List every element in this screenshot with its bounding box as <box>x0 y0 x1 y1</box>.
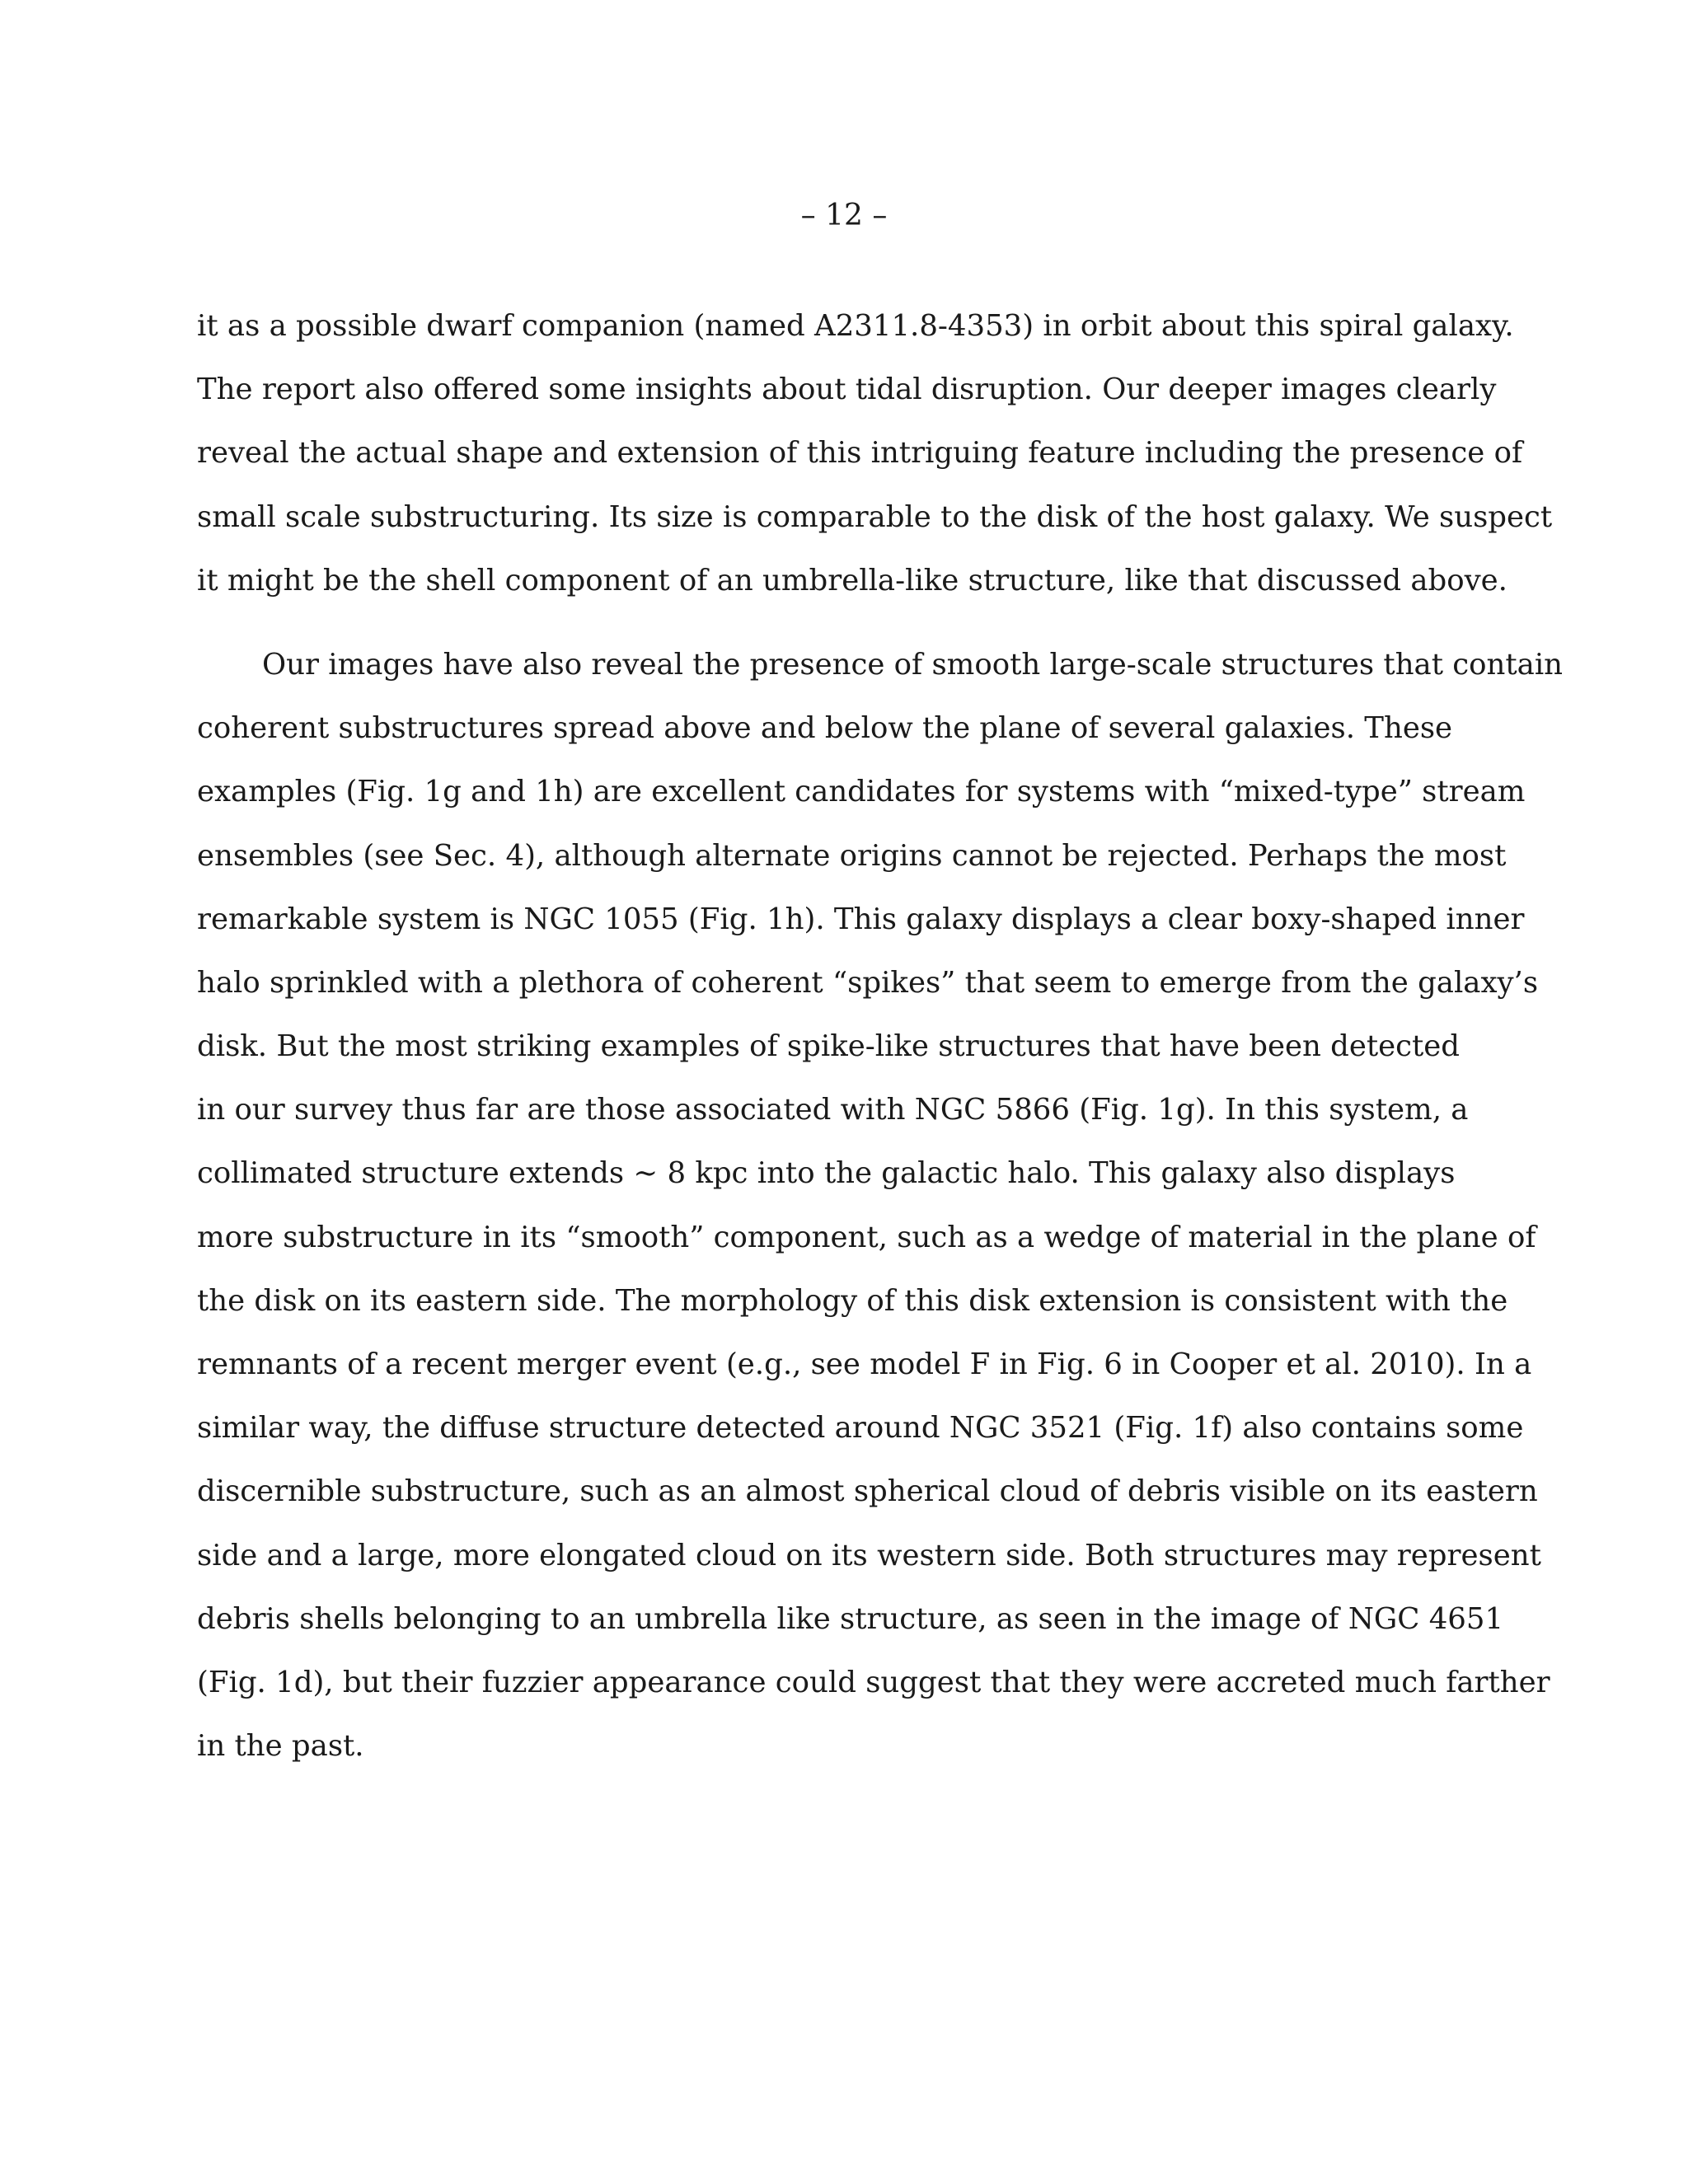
text-line: ensembles (see Sec. 4), although alternate origins cannot be rejected. Perhaps the most <box>197 838 1507 873</box>
text-line: reveal the actual shape and extension of this intriguing feature including the presence of <box>197 436 1523 471</box>
page-number: – 12 – <box>800 199 888 232</box>
text-line: remarkable system is NGC 1055 (Fig. 1h). This galaxy displays a clear boxy-shaped inner <box>197 902 1525 936</box>
text-line: examples (Fig. 1g and 1h) are excellent candidates for systems with “mixed-type” stream <box>197 775 1526 809</box>
text-line: the disk on its eastern side. The morphology of this disk extension is consistent with the <box>197 1283 1508 1318</box>
text-line: it as a possible dwarf companion (named A2311.8-4353) in orbit about this spiral galaxy. <box>197 309 1514 343</box>
paragraph-1 <box>197 294 1553 612</box>
text-line: discernible substructure, such as an almost spherical cloud of debris visible on its eastern <box>197 1474 1538 1509</box>
text-line: more substructure in its “smooth” component, such as a wedge of material in the plane of <box>197 1220 1536 1254</box>
text-line: Our images have also reveal the presence of smooth large-scale structures that contain <box>262 647 1564 682</box>
text-line: coherent substructures spread above and below the plane of several galaxies. These <box>197 711 1453 746</box>
text-line: disk. But the most striking examples of spike-like structures that have been detected <box>197 1029 1461 1064</box>
text-line: collimated structure extends ∼ 8 kpc into the galactic halo. This galaxy also displays <box>197 1156 1456 1191</box>
text-line: remnants of a recent merger event (e.g., see model F in Fig. 6 in Cooper et al. 2010). In a <box>197 1347 1532 1381</box>
text-line: The report also offered some insights about tidal disruption. Our deeper images clearly <box>197 373 1497 407</box>
text-line: halo sprinkled with a plethora of coherent “spikes” that seem to emerge from the galaxy’s <box>197 965 1539 1000</box>
text-line: side and a large, more elongated cloud on its western side. Both structures may represent <box>197 1538 1541 1572</box>
text-line: (Fig. 1d), but their fuzzier appearance could suggest that they were accreted much farther <box>197 1665 1550 1699</box>
body-text <box>197 294 1564 1778</box>
text-line: small scale substructuring. Its size is comparable to the disk of the host galaxy. We suspect <box>197 499 1553 534</box>
paragraph-2 <box>197 633 1564 1778</box>
text-line: similar way, the diffuse structure detected around NGC 3521 (Fig. 1f) also contains some <box>197 1411 1524 1446</box>
text-line: in our survey thus far are those associated with NGC 5866 (Fig. 1g). In this system, a <box>197 1093 1469 1127</box>
text-line: it might be the shell component of an umbrella-like structure, like that discussed above. <box>197 563 1507 598</box>
text-line: in the past. <box>197 1729 364 1764</box>
text-line: debris shells belonging to an umbrella like structure, as seen in the image of NGC 4651 <box>197 1601 1504 1636</box>
